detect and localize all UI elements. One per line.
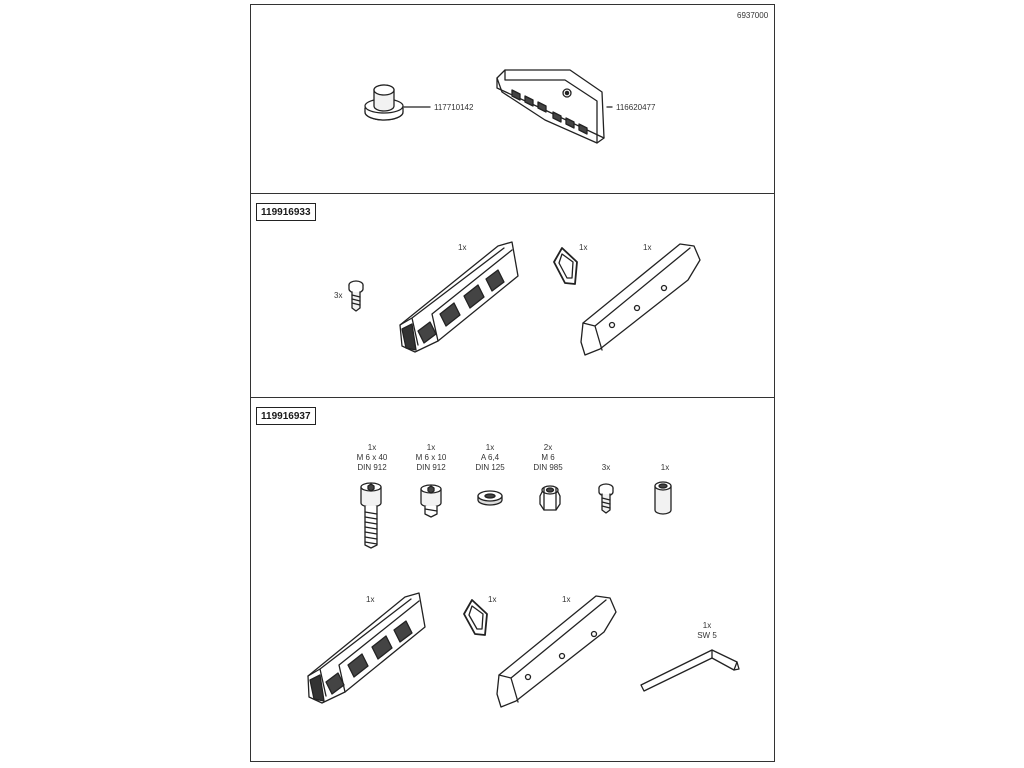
spec-qty: 1x xyxy=(660,463,670,472)
wedge-qty: 1x xyxy=(488,595,497,604)
spacer-sleeve-icon xyxy=(655,482,671,514)
spec-standard: DIN 985 xyxy=(533,463,563,472)
end-cap-icon xyxy=(400,242,518,352)
cover-qty: 1x xyxy=(643,243,652,252)
wedge-piece-icon xyxy=(464,600,487,635)
spec-qty: 3x xyxy=(601,463,611,472)
cover-rail-icon xyxy=(581,244,700,355)
screw-icon xyxy=(349,281,363,311)
cover-qty: 1x xyxy=(562,595,571,604)
bolt-m6x40-icon xyxy=(361,483,381,548)
spec-qty: 1x xyxy=(367,443,377,452)
spec-standard: DIN 125 xyxy=(475,463,505,472)
kit-number-box: 119916937 xyxy=(256,407,316,425)
spec-size: M 6 x 10 xyxy=(415,453,447,462)
cover-rail-icon xyxy=(497,596,616,707)
spec-standard: DIN 912 xyxy=(357,463,387,472)
part-number-label: 117710142 xyxy=(434,103,474,112)
end-cap-qty: 1x xyxy=(458,243,467,252)
spec-qty: 2x xyxy=(543,443,553,452)
spec-size: A 6,4 xyxy=(480,453,500,462)
wedge-piece-icon xyxy=(554,248,577,284)
spec-qty: 1x xyxy=(426,443,436,452)
spec-qty: 1x xyxy=(702,621,712,630)
spec-qty: 1x xyxy=(485,443,495,452)
part-number-label: 116620477 xyxy=(616,103,656,112)
spec-size: M 6 x 40 xyxy=(356,453,388,462)
spec-size: M 6 xyxy=(541,453,555,462)
mounting-bracket-icon xyxy=(497,70,604,143)
wedge-qty: 1x xyxy=(579,243,588,252)
lock-nut-icon xyxy=(540,486,560,510)
kit-number-box: 119916933 xyxy=(256,203,316,221)
washer-icon xyxy=(478,491,502,505)
end-cap-qty: 1x xyxy=(366,595,375,604)
bolt-m6x10-icon xyxy=(421,485,441,517)
document-number: 6937000 xyxy=(737,11,769,20)
spec-size: SW 5 xyxy=(697,631,717,640)
screw-qty: 3x xyxy=(334,291,343,300)
spec-standard: DIN 912 xyxy=(416,463,446,472)
hex-key-icon xyxy=(641,650,739,691)
small-screw-icon xyxy=(599,484,613,513)
rubber-foot-icon xyxy=(365,85,403,120)
end-cap-icon xyxy=(308,593,425,703)
